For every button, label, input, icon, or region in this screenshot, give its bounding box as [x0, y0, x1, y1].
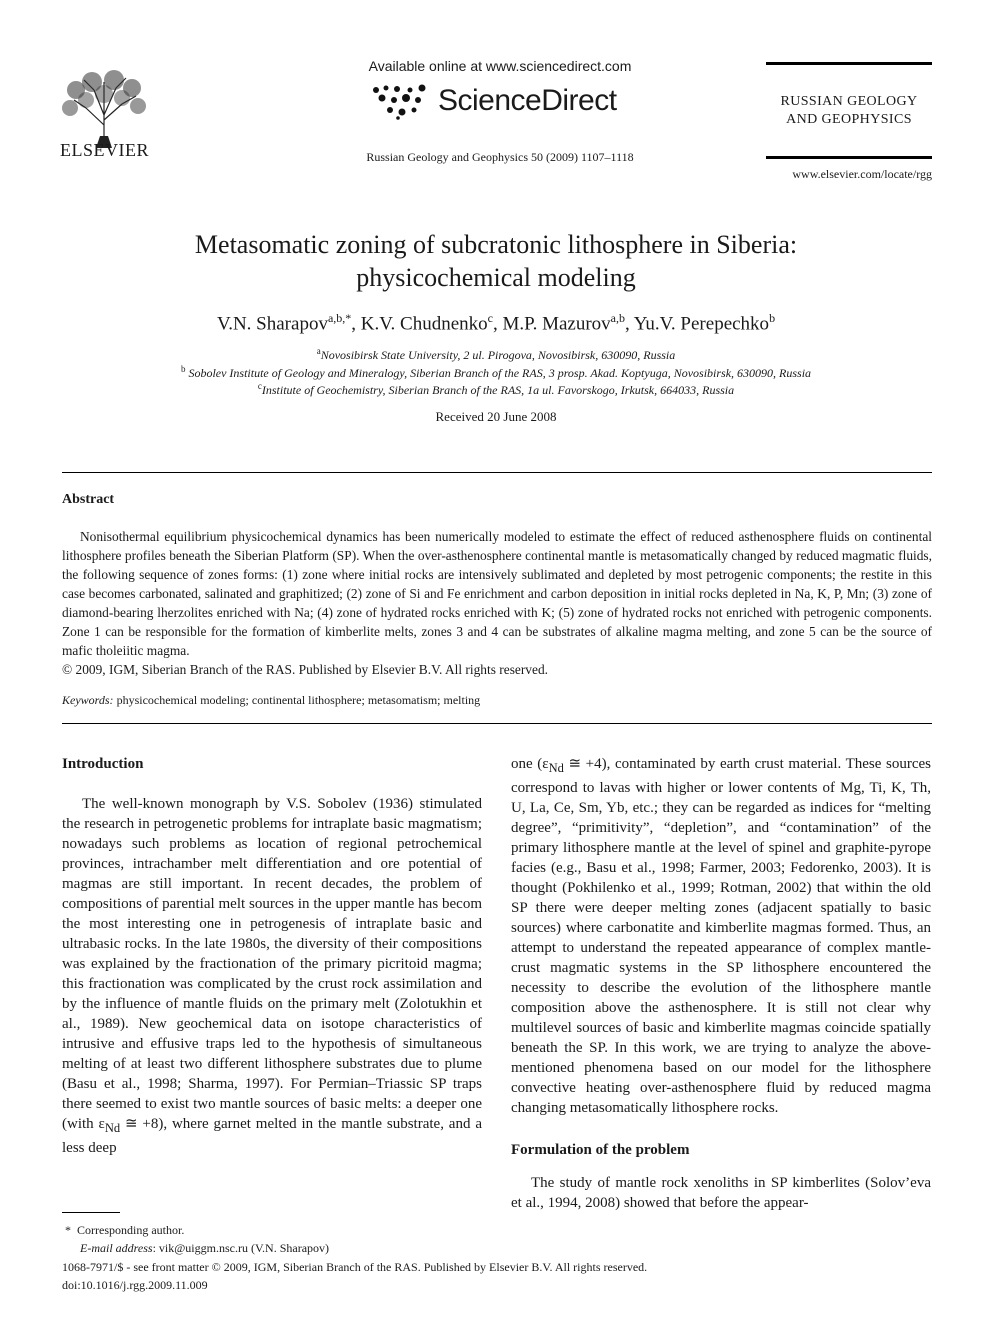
corresponding-author-note: Corresponding author. [77, 1223, 185, 1237]
journal-rule-bottom [766, 156, 932, 159]
affiliation [60, 381, 932, 398]
footnote-mark: * [65, 1223, 71, 1237]
author-name[interactable]: M.P. Mazurov [502, 313, 611, 335]
journal-citation: Russian Geology and Geophysics 50 (2009) 1107–1118 [366, 150, 634, 164]
available-online-text: Available online at www.sciencedirect.com [368, 58, 632, 74]
author-list: V.N. Sharapov$^{a,b,*}$, K.V. Chudnenko$^c$, M.P. Mazurov$^{a,b}$, Yu.V. Perepechko$^b$ [216, 311, 776, 335]
journal-url[interactable]: www.elsevier.com/locate/rgg [792, 167, 932, 181]
email-label: E-mail address [80, 1241, 153, 1255]
sciencedirect-dots-icon [370, 84, 434, 120]
keywords [62, 693, 480, 708]
abstract-heading: Abstract [62, 492, 115, 507]
author-affil-mark: a,b,* [327, 311, 352, 325]
journal-name-line1: RUSSIAN GEOLOGY [780, 94, 918, 109]
divider [62, 472, 932, 473]
article-title [60, 228, 932, 294]
sciencedirect-wordmark: ScienceDirect [438, 84, 617, 117]
subscript: Nd [548, 761, 564, 775]
footnote-rule [62, 1212, 120, 1213]
paragraph [62, 794, 482, 1158]
section-heading-formulation: Formulation of the problem [511, 1142, 690, 1158]
affiliation [60, 346, 932, 363]
footnote [62, 1221, 329, 1257]
divider [62, 723, 932, 724]
right-column [511, 754, 931, 1213]
abstract-body [62, 527, 932, 679]
title-line2: physicochemical modeling [356, 263, 636, 292]
affiliation-text: Institute of Geochemistry, Siberian Branch of the RAS, 1a ul. Favorskogo, Irkutsk, 664033, Russia [261, 383, 735, 397]
author-affil-mark: c [487, 311, 493, 325]
affiliation-text: Novosibirsk State University, 2 ul. Pirogova, Novosibirsk, 630090, Russia [320, 348, 676, 362]
section-heading-introduction: Introduction [62, 756, 144, 772]
affiliation [60, 364, 932, 381]
author-affil-mark: a,b [610, 311, 625, 325]
affiliation-mark: b [180, 364, 186, 374]
received-date: Received 20 June 2008 [435, 409, 557, 424]
affiliation-mark: c [257, 381, 262, 391]
page-footer [62, 1258, 647, 1294]
copyright-line: © 2009, IGM, Siberian Branch of the RAS. Published by Elsevier B.V. All rights reserved. [62, 662, 548, 677]
publisher-logo-text: ELSEVIER [60, 140, 149, 160]
left-column [62, 754, 482, 1158]
paragraph: The study of mantle rock xenoliths in SP kimberlites (Solov’eva et al., 1994, 2008) showed that before the appear- [511, 1175, 931, 1211]
author-name[interactable]: V.N. Sharapov [216, 313, 328, 335]
author-affil-mark: b [769, 311, 776, 325]
journal-rule-top [766, 62, 932, 65]
email-address[interactable]: : vik@uiggm.nsc.ru (V.N. Sharapov) [152, 1241, 330, 1255]
affiliation-mark: a [316, 346, 321, 356]
subscript: Nd [104, 1121, 121, 1135]
paragraph-text: ≅ +4), contaminated by earth crust material. These sources correspond to lavas with higher or lower contents of Mg, Ti, K, Th, U, La, Ce, Sm, Yb, etc.; they can be regarded as indices for “melting degree”, “primitivity”, “depletion”, and “contamination” of the primary lithosphere mantle at the level of spinel and graphite-pyrope facies (e.g., Basu et al., 1998; Farmer, 2003; Fedorenko, 2003). It is thought (Pokhilenko et al., 1999; Rotman, 2002) that within the old SP there were deeper melting zones (adjacent spatially to basic sources) where carbonatite and kimberlite magmas formed. Thus, an attempt to understand the repeated appearance of complex mantle-crust magmatic systems in the SP lithosphere encountered the necessity to describe the evolution of the lithosphere mantle composition above the asthenosphere. It is still not clear why multilevel sources of basic and kimberlite magmas coincide spatially beneath the SP. In this work, we are trying to analyze the above-mentioned phenomena based on our model for the lithosphere convective heating over-asthenosphere fluid by reduced magma changing metasomatically lithosphere rocks. [511, 756, 931, 1116]
paragraph-text: one (ε [511, 756, 549, 772]
title-line1: Metasomatic zoning of subcratonic lithosphere in Siberia: [194, 230, 798, 259]
keywords-label: Keywords: [62, 693, 114, 707]
author-name[interactable]: Yu.V. Perepechko [633, 313, 770, 335]
issn-line: 1068-7971/$ - see front matter © 2009, IGM, Siberian Branch of the RAS. Published by Elsevier B.V. All rights reserved. [62, 1260, 648, 1274]
doi-line[interactable]: doi:10.1016/j.rgg.2009.11.009 [62, 1278, 208, 1292]
keywords-list: physicochemical modeling; continental lithosphere; metasomatism; melting [116, 693, 481, 707]
paragraph [511, 754, 931, 1118]
journal-name-line2: AND GEOPHYSICS [786, 112, 912, 127]
paragraph-text: The well-known monograph by V.S. Sobolev (1936) stimulated the research in petrogenetic problems for intraplate basic magmatism; nowadays such problems as location of regional petrochemical provinces, intrachamber melt differentiation and ore potential of magmas are still important. In recent decades, the problem of compositions of parential melt sources in the upper mantle has becom the most interesting one in petrogenesis of intraplate basic and ultrabasic rocks. In the late 1980s, the diversity of their compositions was explained by the fractionation of the primary picritoid magma; this fractionation was complicated by the crust rock assimilation and by the influence of mantle fluids on the primary melt (Zolotukhin et al., 1989). New geochemical data on isotope characteristics of intrusive and effusive traps led to the hypothesis of simultaneous melting of at least two different lithosphere substrates due to plume (Basu et al., 1998; Sharma, 1997). For Permian–Triassic SP traps there seemed to exist two mantle sources of basic melts: a deeper one (with ε [62, 796, 482, 1132]
author-name[interactable]: K.V. Chudnenko [360, 313, 488, 335]
abstract-text: Nonisothermal equilibrium physicochemical dynamics has been numerically modeled to estimate the effect of reduced asthenosphere fluids on continental lithosphere profiles beneath the Siberian Platform (SP). When the over-asthenosphere continental mantle is metasomatically changed by reduced magmatic fluids, the following sequence of zones forms: (1) zone where initial rocks are intensively sublimated and depleted by most petrogenic components; the restite in this case becomes carbonated, salinated and graphitized; (2) zone of Si and Fe enrichment and carbon deposition in initial rocks depleted in Na, K, P, Mn; (3) zone of diamond-bearing lherzolites enriched with Na; (4) zone of hydrated rocks enriched with K; (5) zone of hydrated rocks not enriched with petrogenic components. Zone 1 can be responsible for the formation of kimberlite melts, zones 3 and 4 can be substrates of alkaline magma melting, and zone 5 can be the source of mafic tholeiitic magma. [62, 529, 932, 658]
affiliation-text: Sobolev Institute of Geology and Mineralogy, Siberian Branch of the RAS, 3 prosp. Akad. Koptyuga, Novosibirsk, 630090, Russia [188, 366, 812, 380]
paragraph-text: ≅ +8), where garnet melted in the mantle substrate, and a less deep [62, 1116, 482, 1156]
journal-name [766, 93, 932, 129]
